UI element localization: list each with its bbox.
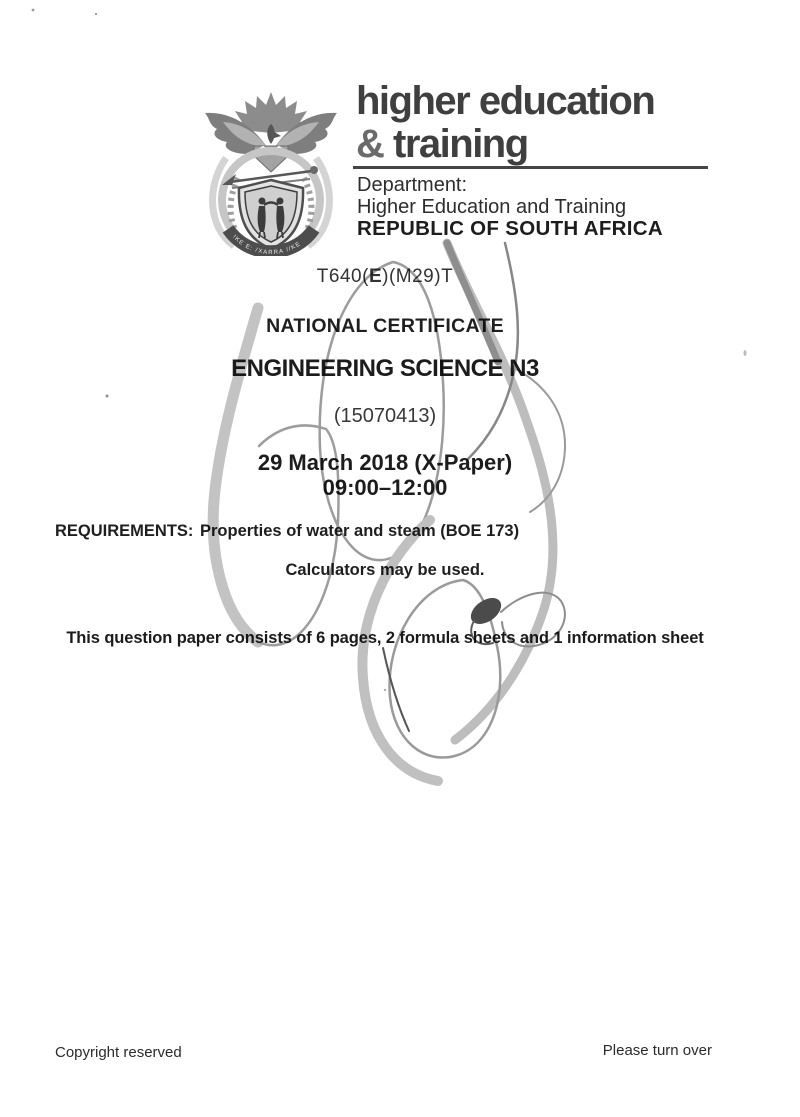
subject-code: (15070413) xyxy=(333,405,437,427)
south-africa-coat-of-arms-logo xyxy=(196,86,346,256)
brand-divider xyxy=(353,166,708,169)
composition-note: This question paper consists of 6 pages, 2 formula sheets and 1 information sheet xyxy=(66,629,704,647)
exam-date: 29 March 2018 (X-Paper) xyxy=(257,450,513,475)
certificate-title: NATIONAL CERTIFICATE xyxy=(266,315,504,337)
brand-wordmark xyxy=(356,80,654,166)
requirements-value: Properties of water and steam (BOE 173) xyxy=(200,522,520,540)
calculator-note: Calculators may be used. xyxy=(285,561,485,579)
department-name: Higher Education and Training xyxy=(357,196,627,218)
paper-code-prefix: T640( xyxy=(316,266,369,287)
exam-time: 09:00–12:00 xyxy=(322,475,448,500)
paper-code-bold: E xyxy=(368,266,383,287)
country-name: REPUBLIC OF SOUTH AFRICA xyxy=(357,217,663,240)
brand-ampersand: & xyxy=(356,122,384,166)
brand-line1: higher education xyxy=(356,79,655,123)
brand-line2: training xyxy=(393,122,528,166)
copyright-note: Copyright reserved xyxy=(55,1044,182,1061)
paper-code-suffix: )(M29)T xyxy=(382,266,454,287)
motto-text: !KE E: /XARRA //KE xyxy=(231,234,303,256)
department-label: Department: xyxy=(357,174,468,196)
requirements-label: REQUIREMENTS: xyxy=(55,522,194,540)
ink-blob-mark xyxy=(466,593,506,630)
shield-icon xyxy=(239,180,303,249)
paper-code xyxy=(0,266,770,288)
department-block xyxy=(357,174,663,240)
turn-over-note: Please turn over xyxy=(602,1042,712,1059)
subject-title: ENGINEERING SCIENCE N3 xyxy=(231,355,539,382)
